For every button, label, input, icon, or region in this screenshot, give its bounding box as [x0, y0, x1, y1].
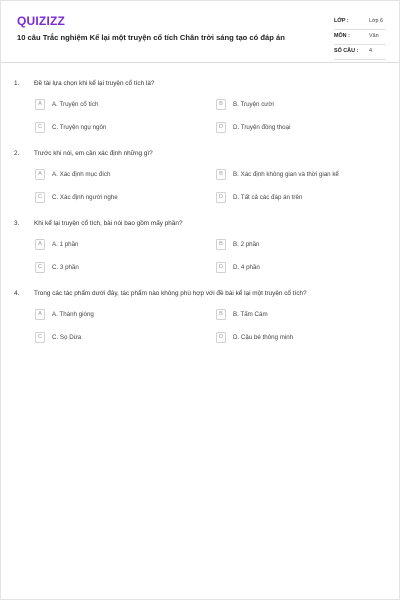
meta-label: SỐ CÂU :: [334, 48, 359, 54]
option-d[interactable]: [216, 192, 376, 204]
option-a[interactable]: [35, 99, 195, 111]
option-letter-box: B: [216, 239, 226, 250]
option-letter-box: D: [216, 122, 226, 133]
option-a[interactable]: [35, 239, 195, 251]
option-text: A. Truyện cổ tích: [52, 100, 99, 108]
meta-row-class: [334, 15, 386, 30]
option-text: B. Tấm Cám: [233, 310, 268, 318]
option-letter-box: C: [35, 122, 45, 133]
option-text: C. Sọ Dừa: [52, 333, 82, 341]
option-letter-box: D: [216, 262, 226, 273]
option-letter-box: A: [35, 309, 45, 320]
meta-value: 4: [369, 48, 372, 54]
quizizz-logo: QUIZIZZ: [17, 14, 66, 28]
question-text: Trong các tác phẩm dưới đây, tác phẩm nào không phù hợp với đề bài kể lại một truyện cổ tích?: [34, 290, 307, 297]
option-c[interactable]: [35, 262, 195, 274]
option-b[interactable]: [216, 239, 376, 251]
option-letter-box: A: [35, 239, 45, 250]
option-text: B. 2 phần: [233, 240, 260, 248]
option-b[interactable]: [216, 99, 376, 111]
option-letter-box: C: [35, 192, 45, 203]
option-c[interactable]: [35, 192, 195, 204]
option-text: C. 3 phần: [52, 263, 79, 271]
option-c[interactable]: [35, 332, 195, 344]
option-b[interactable]: [216, 169, 376, 181]
option-text: C. Xác định người nghe: [52, 193, 118, 201]
question-number: 3.: [14, 220, 20, 227]
option-text: B. Xác định không gian và thời gian kể: [233, 170, 339, 178]
meta-value: Văn: [369, 33, 379, 39]
option-text: D. Tất cả các đáp án trên: [233, 193, 303, 201]
question-2: [1, 150, 400, 210]
option-text: A. Thánh gióng: [52, 310, 94, 318]
option-text: A. Xác định mục đích: [52, 170, 111, 178]
meta-label: LỚP :: [334, 18, 349, 24]
option-text: C. Truyện ngụ ngôn: [52, 123, 107, 131]
worksheet-header: [1, 1, 400, 63]
option-a[interactable]: [35, 309, 195, 321]
option-d[interactable]: [216, 332, 376, 344]
option-letter-box: D: [216, 332, 226, 343]
question-3: [1, 220, 400, 280]
option-letter-box: A: [35, 169, 45, 180]
option-text: D. Truyện đồng thoại: [233, 123, 291, 131]
option-letter-box: C: [35, 332, 45, 343]
question-number: 2.: [14, 150, 20, 157]
question-text: Trước khi nói, em cần xác định những gì?: [34, 150, 153, 157]
question-number: 1.: [14, 80, 20, 87]
option-letter-box: B: [216, 309, 226, 320]
worksheet-meta: [334, 15, 386, 60]
meta-row-subject: [334, 30, 386, 45]
option-letter-box: A: [35, 99, 45, 110]
option-text: D. 4 phần: [233, 263, 260, 271]
meta-value: Lớp 6: [369, 18, 384, 24]
option-a[interactable]: [35, 169, 195, 181]
option-text: B. Truyện cười: [233, 100, 274, 108]
option-c[interactable]: [35, 122, 195, 134]
worksheet-title: 10 câu Trắc nghiệm Kể lại một truyện cổ tích Chân trời sáng tạo có đáp án: [17, 33, 285, 42]
option-letter-box: C: [35, 262, 45, 273]
question-text: Khi kể lại truyện cổ tích, bài nói bao gồm mấy phần?: [34, 220, 183, 227]
question-number: 4.: [14, 290, 20, 297]
question-1: [1, 80, 400, 140]
option-d[interactable]: [216, 262, 376, 274]
meta-row-question-count: [334, 45, 386, 60]
option-d[interactable]: [216, 122, 376, 134]
option-letter-box: B: [216, 99, 226, 110]
question-text: Đề tài lựa chọn khi kể lại truyện cổ tích là?: [34, 80, 155, 87]
question-4: [1, 290, 400, 350]
meta-label: MÔN :: [334, 33, 350, 39]
option-letter-box: B: [216, 169, 226, 180]
option-text: D. Cậu bé thông minh: [233, 333, 294, 341]
option-b[interactable]: [216, 309, 376, 321]
option-letter-box: D: [216, 192, 226, 203]
option-text: A. 1 phần: [52, 240, 79, 248]
